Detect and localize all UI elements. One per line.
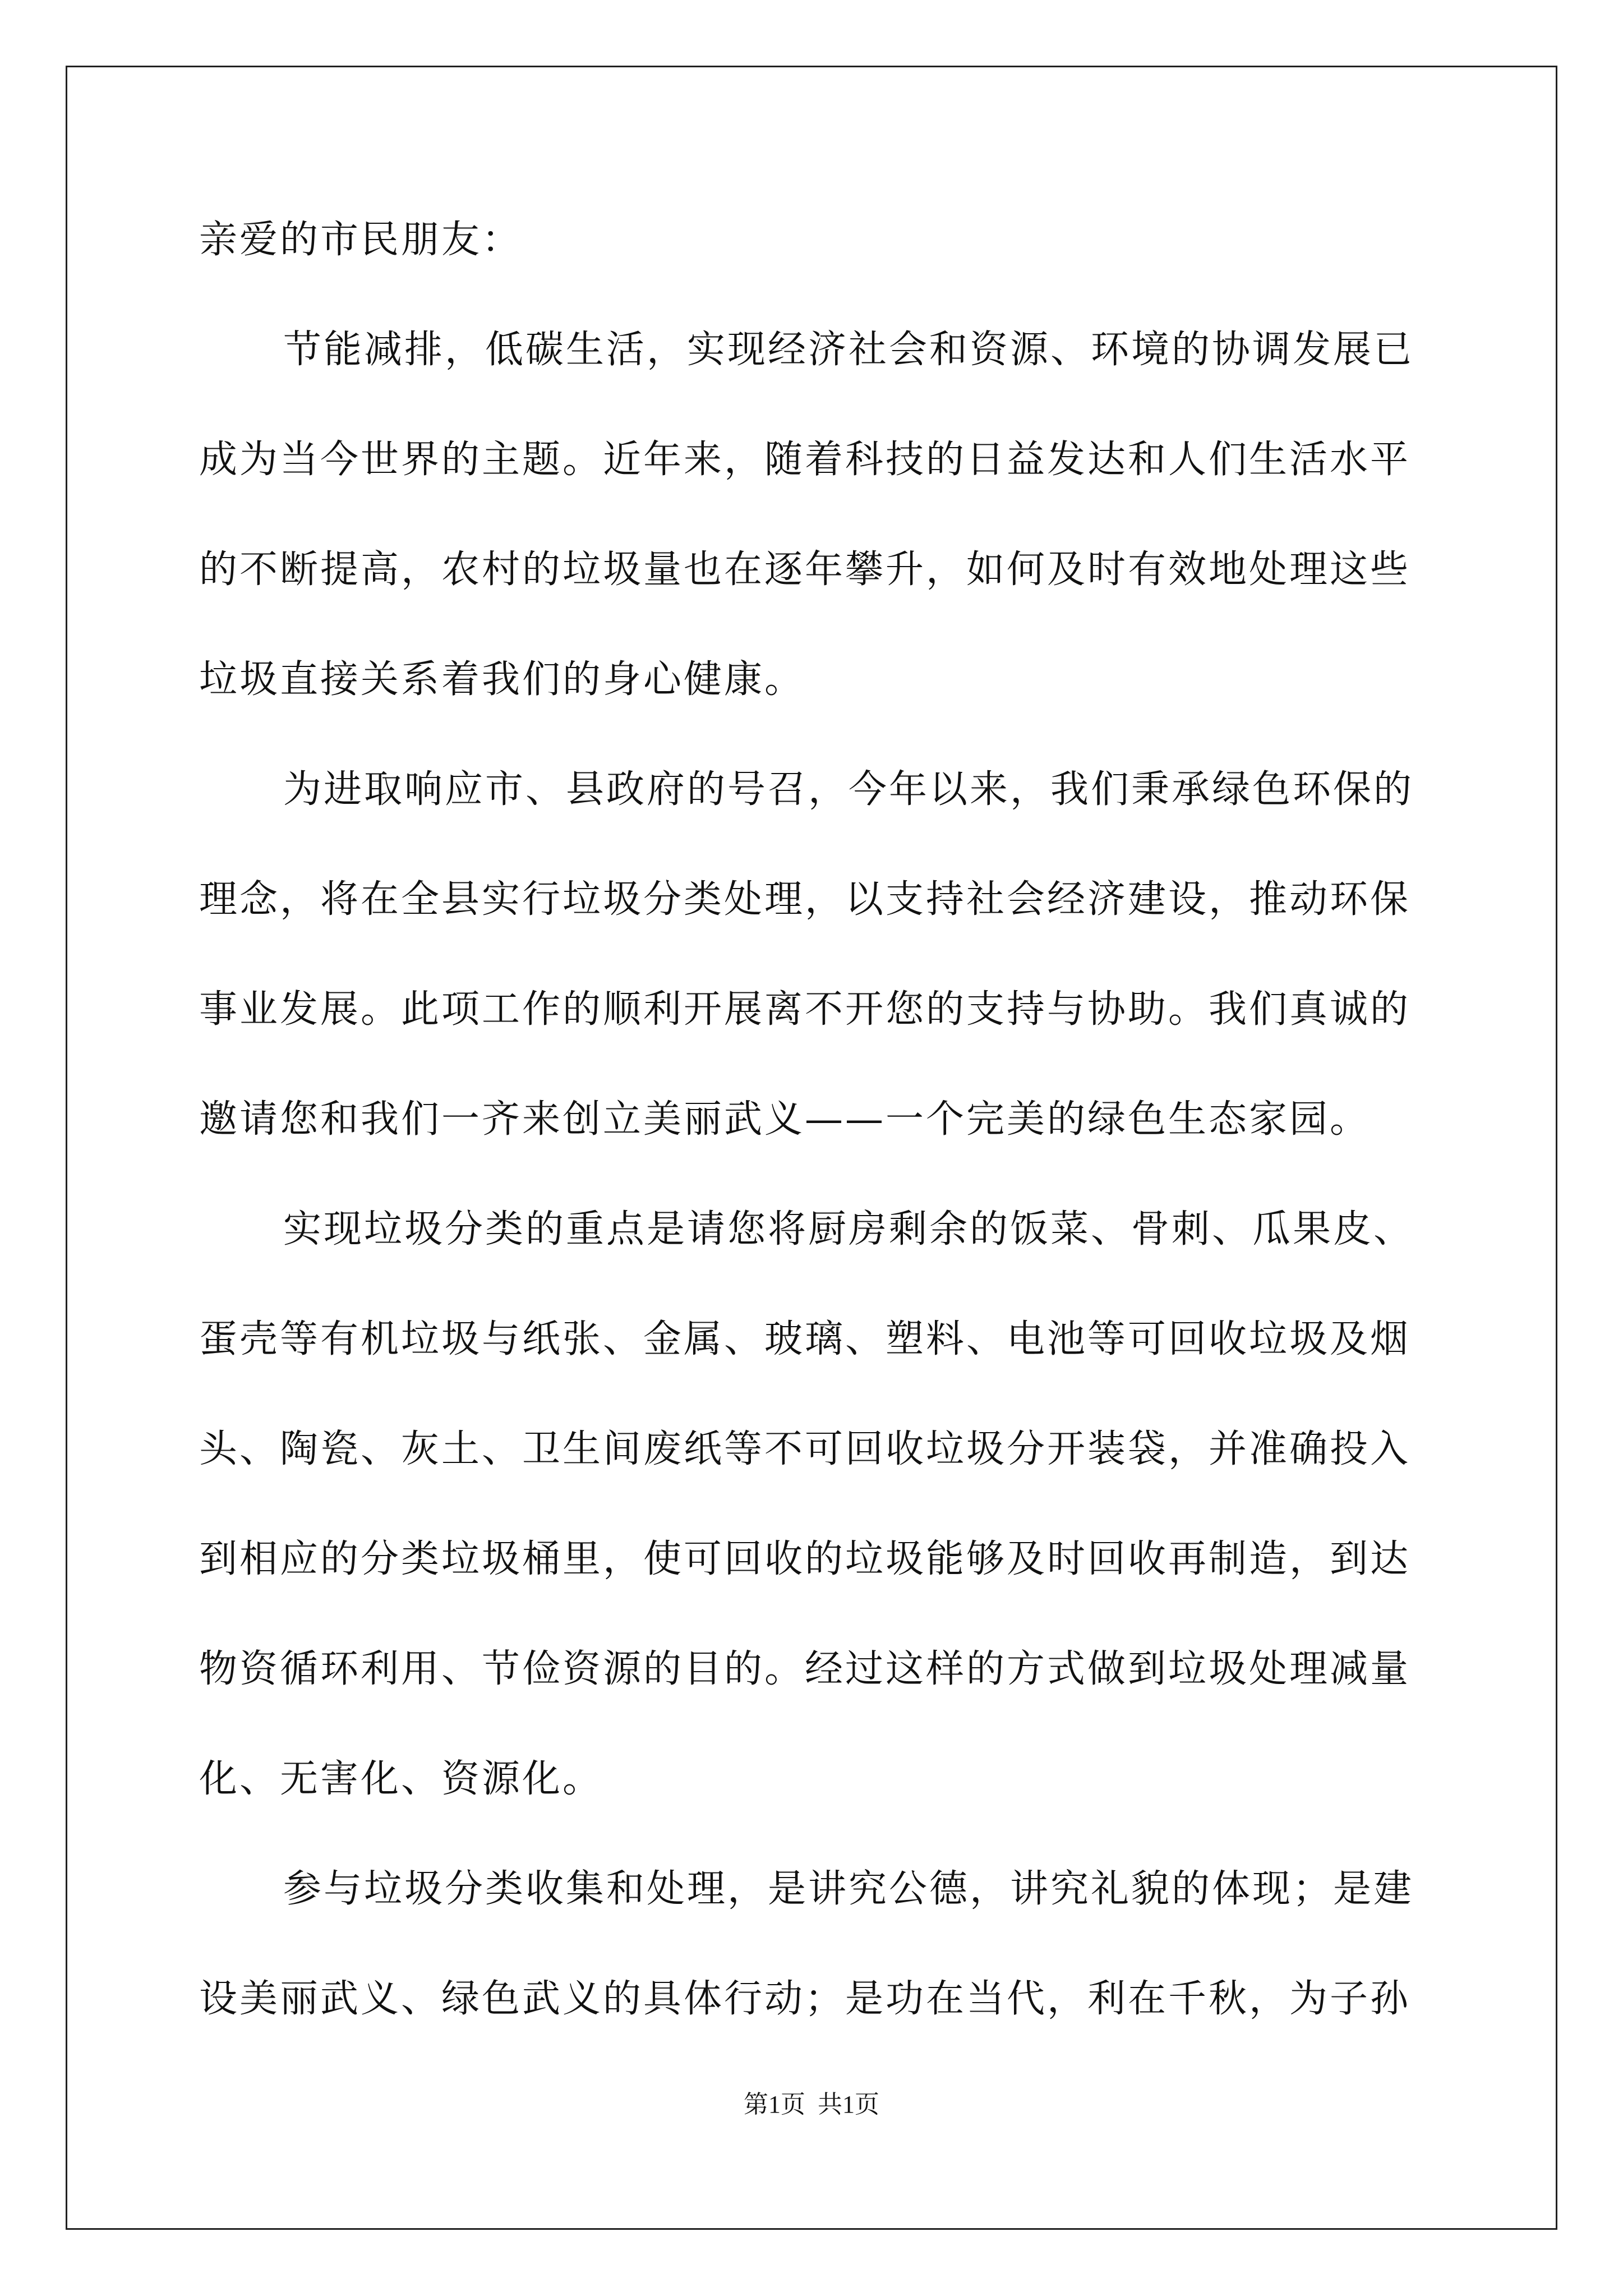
paragraph-3-line-4: 到相应的分类垃圾桶里，使可回收的垃圾能够及时回收再制造，到达 (199, 1537, 1411, 1581)
paragraph-3-line-6: 化、无害化、资源化。 (199, 1757, 603, 1801)
paragraph-1-line-4: 垃圾直接关系着我们的身心健康。 (199, 657, 805, 702)
paragraph-4-line-2: 设美丽武义、绿色武义的具体行动；是功在当代，利在千秋，为子孙 (199, 1977, 1411, 2021)
salutation: 亲爱的市民朋友： (199, 218, 523, 262)
paragraph-2-line-4: 邀请您和我们一齐来创立美丽武义——一个完美的绿色生态家园。 (199, 1097, 1371, 1142)
paragraph-4-line-1: 参与垃圾分类收集和处理，是讲究公德，讲究礼貌的体现；是建 (283, 1867, 1414, 1911)
page-number-footer: 第1页 共1页 (744, 2091, 879, 2118)
paragraph-2-line-3: 事业发展。此项工作的顺利开展离不开您的支持与协助。我们真诚的 (199, 987, 1411, 1032)
paragraph-1-line-3: 的不断提高，农村的垃圾量也在逐年攀升，如何及时有效地处理这些 (199, 547, 1411, 592)
paragraph-1-line-1: 节能减排，低碳生活，实现经济社会和资源、环境的协调发展已 (283, 328, 1414, 372)
paragraph-3-line-5: 物资循环利用、节俭资源的目的。经过这样的方式做到垃圾处理减量 (199, 1647, 1411, 1691)
paragraph-3-line-1: 实现垃圾分类的重点是请您将厨房剩余的饭菜、骨刺、瓜果皮、 (283, 1207, 1414, 1251)
paragraph-3-line-2: 蛋壳等有机垃圾与纸张、金属、玻璃、塑料、电池等可回收垃圾及烟 (199, 1317, 1411, 1361)
paragraph-3-line-3: 头、陶瓷、灰土、卫生间废纸等不可回收垃圾分开装袋，并准确投入 (199, 1427, 1411, 1471)
paragraph-2-line-2: 理念，将在全县实行垃圾分类处理，以支持社会经济建设，推动环保 (199, 877, 1411, 922)
paragraph-2-line-1: 为进取响应市、县政府的号召，今年以来，我们秉承绿色环保的 (283, 767, 1414, 812)
paragraph-1-line-2: 成为当今世界的主题。近年来，随着科技的日益发达和人们生活水平 (199, 438, 1411, 482)
